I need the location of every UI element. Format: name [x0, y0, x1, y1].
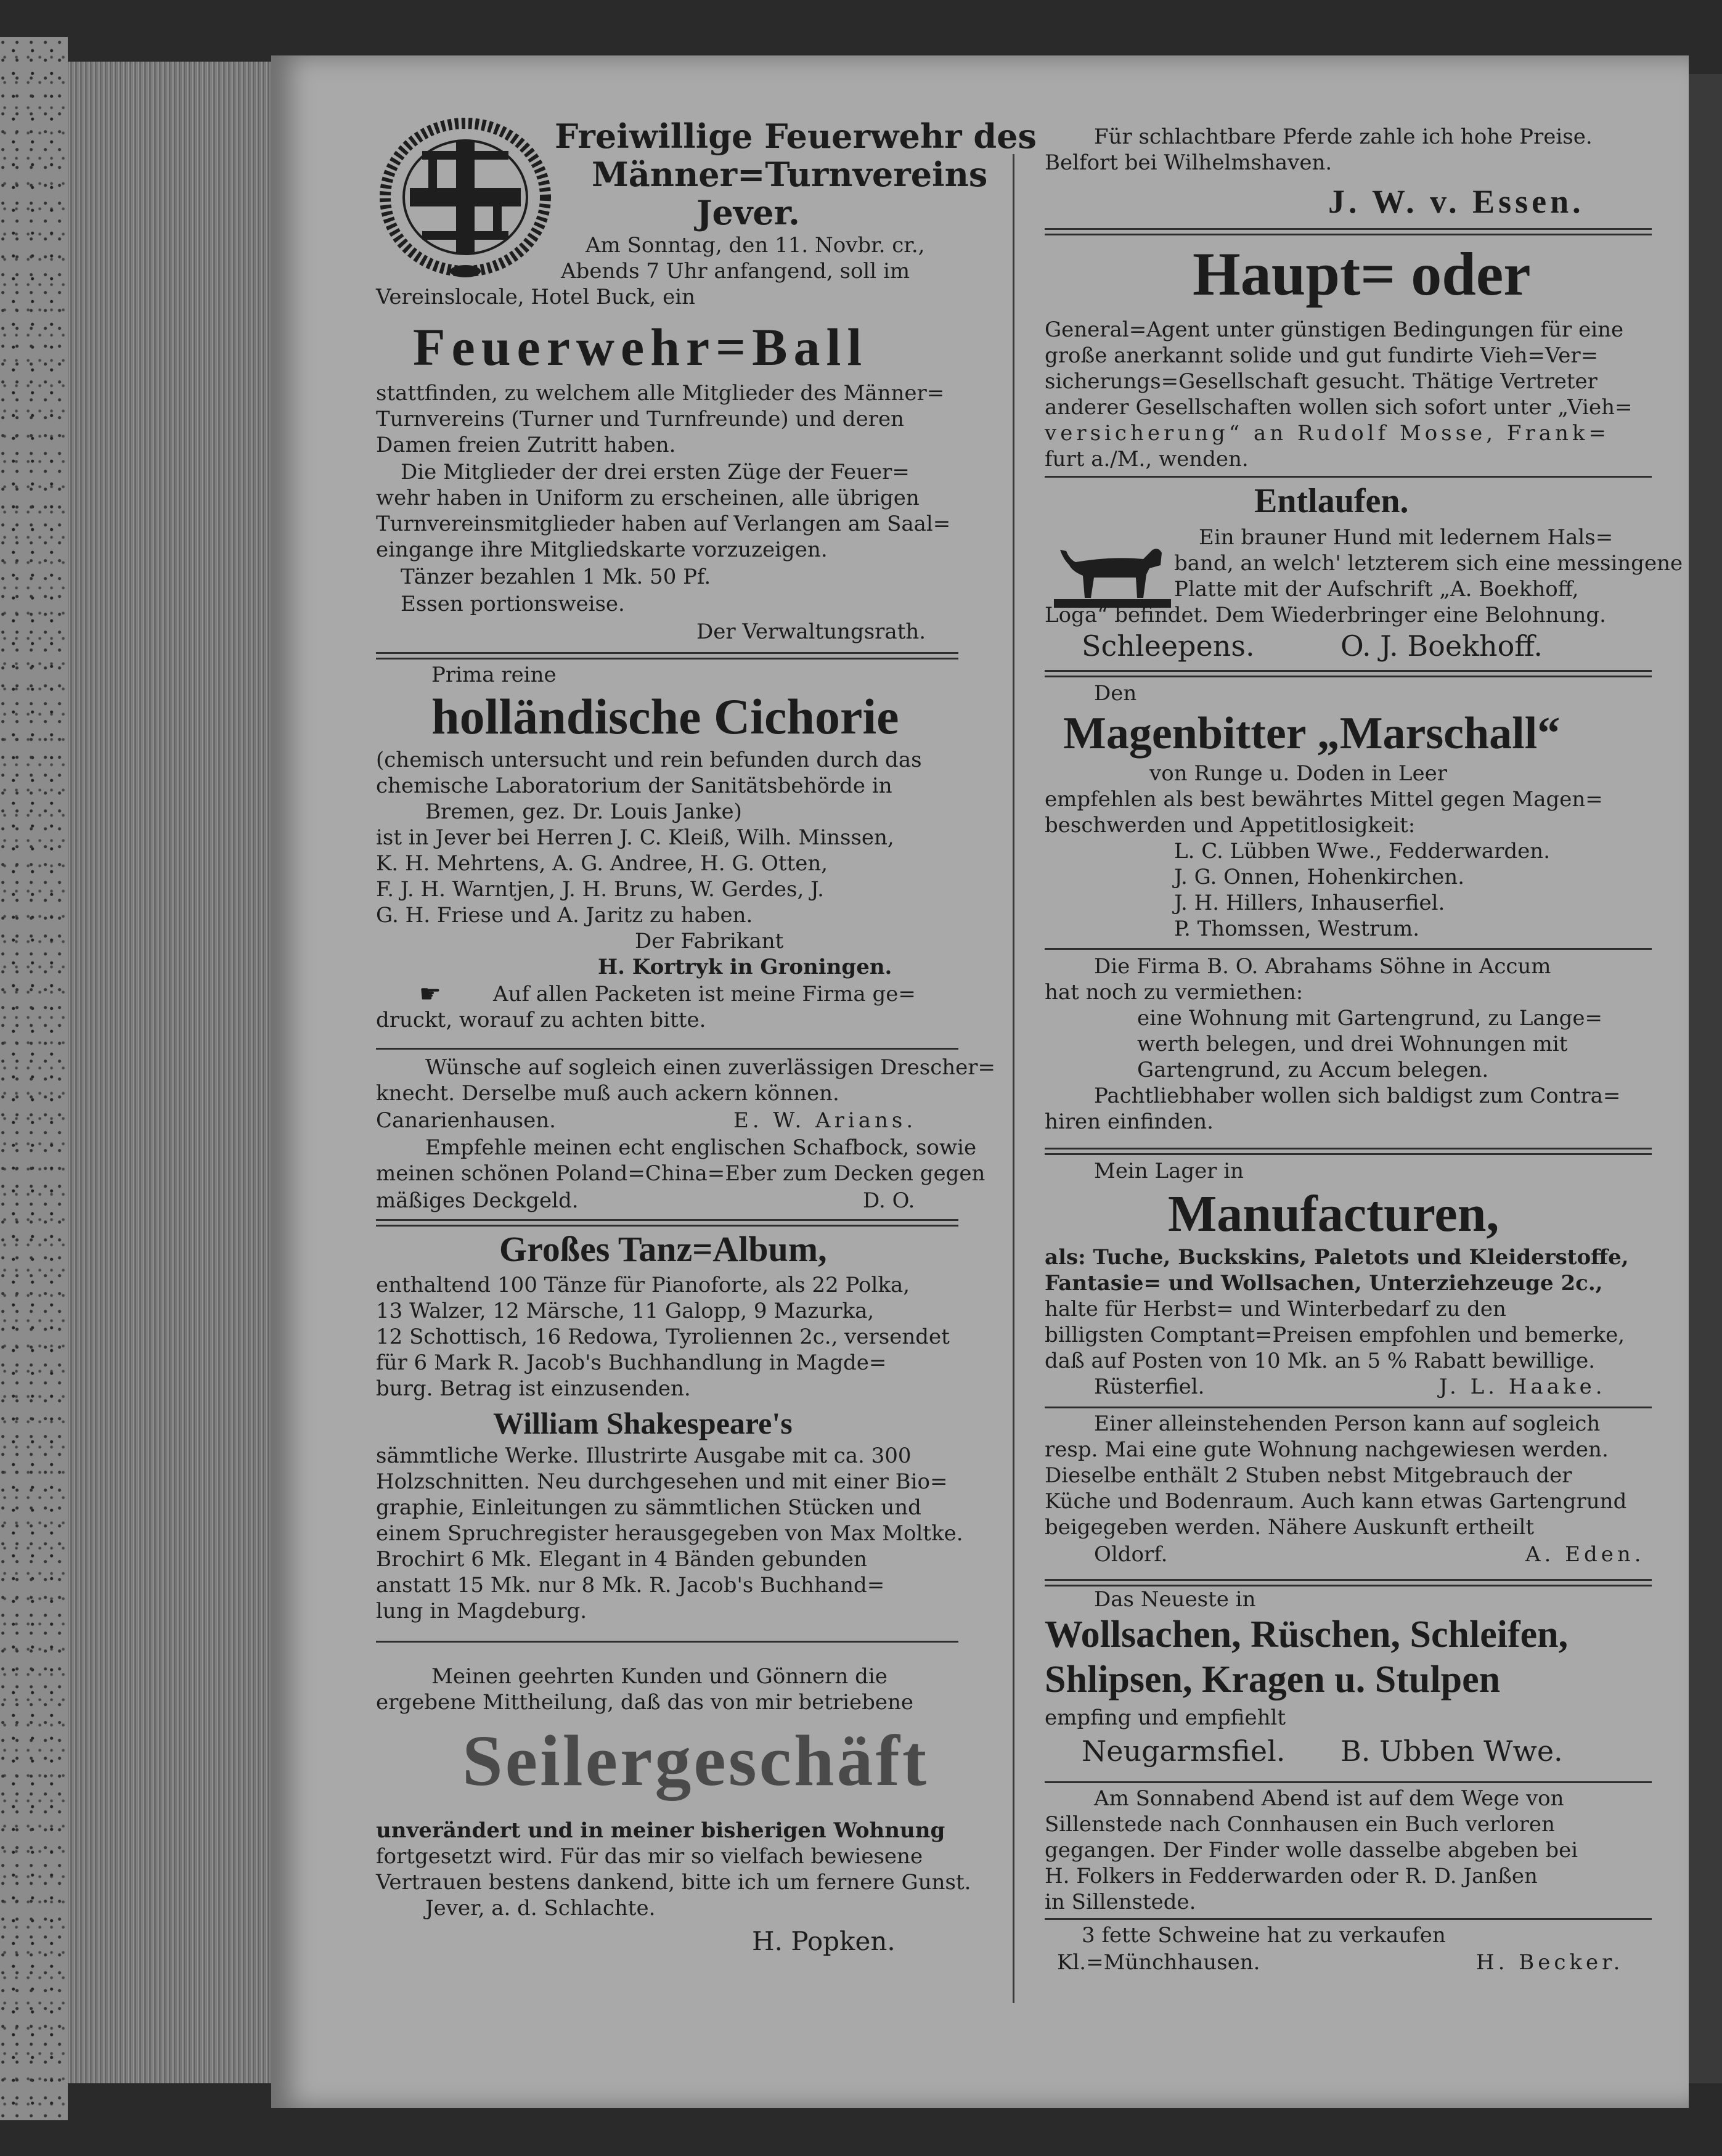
text-line: Loga“ befindet. Dem Wiederbringer eine Belohnung. — [1045, 603, 1606, 627]
text-line: G. H. Friese und A. Jaritz zu haben. — [376, 903, 753, 928]
text-line: P. Thomssen, Westrum. — [1174, 917, 1420, 941]
text-line: Tänzer bezahlen 1 Mk. 50 Pf. — [401, 565, 711, 589]
separator-rule — [376, 652, 958, 659]
text-line: sicherungs=Gesellschaft gesucht. Thätige Vertreter — [1045, 369, 1598, 394]
text-line: Essen portionsweise. — [401, 592, 625, 616]
text-line: Auf allen Packeten ist meine Firma ge= — [493, 982, 916, 1007]
text-line: L. C. Lübben Wwe., Fedderwarden. — [1174, 839, 1551, 864]
ad-pretitle: Das Neueste in — [1094, 1587, 1256, 1612]
separator-rule — [1045, 1918, 1652, 1920]
text-line: eine Wohnung mit Gartengrund, zu Lange= — [1137, 1006, 1602, 1031]
separator-rule — [1045, 228, 1652, 235]
text-line: 3 fette Schweine hat zu verkaufen — [1082, 1923, 1446, 1948]
text-line: enthaltend 100 Tänze für Pianoforte, als 22 Polka, — [376, 1273, 910, 1297]
ad-headline: Großes Tanz=Album, — [499, 1229, 827, 1269]
text-line: wehr haben in Uniform zu erscheinen, alle übrigen — [376, 486, 920, 510]
ad-headline: Manufacturen, — [1168, 1185, 1500, 1243]
ad-place: Oldorf. — [1094, 1542, 1168, 1567]
text-line: Sillenstede nach Connhausen ein Buch verloren — [1045, 1812, 1555, 1837]
title-line-2: Männer=Turnvereins — [592, 155, 988, 194]
text-line: einem Spruchregister herausgegeben von Max Moltke. — [376, 1521, 963, 1546]
ad-headline: Entlaufen. — [1254, 482, 1409, 520]
text-line: Der Fabrikant — [635, 929, 784, 953]
ad-signature: J. L. Haake. — [1439, 1374, 1606, 1399]
text-line: 12 Schottisch, 16 Redowa, Tyroliennen 2c., versendet — [376, 1325, 950, 1349]
text-line: beigegeben werden. Nähere Auskunft ertheilt — [1045, 1515, 1535, 1540]
title-line-1: Freiwillige Feuerwehr des — [555, 116, 1037, 156]
text-line: Am Sonnabend Abend ist auf dem Wege von — [1094, 1786, 1564, 1811]
text-line: Brochirt 6 Mk. Elegant in 4 Bänden gebunden — [376, 1547, 867, 1572]
text-line: Die Firma B. O. Abrahams Söhne in Accum — [1094, 954, 1551, 979]
text-line: gegangen. Der Finder wolle dasselbe abgeben bei — [1045, 1838, 1578, 1863]
ad-signature: D. O. — [863, 1188, 915, 1213]
text-line: burg. Betrag ist einzusenden. — [376, 1376, 691, 1401]
text-line: sämmtliche Werke. Illustrirte Ausgabe mit ca. 300 — [376, 1443, 912, 1468]
text-line: stattfinden, zu welchem alle Mitglieder des Männer= — [376, 381, 945, 406]
text-line: in Sillenstede. — [1045, 1890, 1196, 1914]
dog-icon — [1051, 537, 1174, 611]
text-line: von Runge u. Doden in Leer — [1149, 761, 1447, 786]
text-line: Für schlachtbare Pferde zahle ich hohe Preise. — [1094, 125, 1593, 149]
text-line: ergebene Mittheilung, daß das von mir betriebene — [376, 1690, 914, 1715]
text-line: druckt, worauf zu achten bitte. — [376, 1008, 706, 1032]
text-line: K. H. Mehrtens, A. G. Andree, H. G. Otten, — [376, 851, 828, 876]
text-line: Fantasie= und Wollsachen, Unterziehzeuge 2c., — [1045, 1271, 1603, 1296]
separator-rule — [1045, 670, 1652, 677]
separator-rule — [1045, 1148, 1652, 1155]
ad-signature: A. Eden. — [1525, 1542, 1645, 1567]
separator-rule — [1045, 476, 1652, 478]
ad-headline: holländische Cichorie — [431, 688, 899, 745]
text-line: anstatt 15 Mk. nur 8 Mk. R. Jacob's Buchhand= — [376, 1573, 885, 1598]
ad-pretitle: Prima reine — [431, 663, 557, 687]
text-line: knecht. Derselbe muß auch ackern können. — [376, 1081, 839, 1106]
text-line: Vereinslocale, Hotel Buck, ein — [376, 285, 696, 309]
text-line: billigsten Comptant=Preisen empfohlen und bemerke, — [1045, 1323, 1625, 1347]
text-line: Jever, a. d. Schlachte. — [425, 1896, 656, 1921]
text-line: Holzschnitten. Neu durchgesehen und mit einer Bio= — [376, 1469, 948, 1494]
ad-signature: O. J. Boekhoff. — [1340, 629, 1543, 663]
text-line: Küche und Bodenraum. Auch kann etwas Gartengrund — [1045, 1489, 1627, 1514]
ad-headline: Haupt= oder — [1193, 240, 1531, 308]
text-line: Bremen, gez. Dr. Louis Janke) — [425, 799, 742, 824]
text-line: graphie, Einleitungen zu sämmtlichen Stücken und — [376, 1495, 921, 1520]
title-line-3: Jever. — [696, 193, 800, 232]
text-line: unverändert und in meiner bisherigen Wohnung — [376, 1818, 945, 1843]
newspaper-page — [271, 55, 1689, 2108]
ad-place: Rüsterfiel. — [1094, 1374, 1205, 1399]
ad-signature: Der Verwaltungsrath. — [696, 619, 926, 644]
text-line: General=Agent unter günstigen Bedingungen für eine — [1045, 317, 1624, 342]
separator-rule — [1045, 1579, 1652, 1586]
ad-headline: Feuerwehr=Ball — [413, 317, 868, 377]
text-line: hiren einfinden. — [1045, 1109, 1214, 1134]
ad-signature: H. Becker. — [1476, 1950, 1624, 1975]
text-line: 13 Walzer, 12 Märsche, 11 Galopp, 9 Mazurka, — [376, 1299, 875, 1323]
ad-place: Schleepens. — [1082, 629, 1255, 663]
text-line: Turnvereins (Turner und Turnfreunde) und deren — [376, 407, 904, 431]
book-cover — [0, 37, 68, 2120]
text-line: Meinen geehrten Kunden und Gönnern die — [431, 1664, 888, 1689]
text-line: Pachtliebhaber wollen sich baldigst zum Contra= — [1094, 1084, 1621, 1108]
text-line: ist in Jever bei Herren J. C. Kleiß, Wilh. Minssen, — [376, 825, 894, 850]
text-line: chemische Laboratorium der Sanitätsbehörde in — [376, 774, 892, 798]
text-line: Einer alleinstehenden Person kann auf sogleich — [1094, 1411, 1601, 1436]
text-line: für 6 Mark R. Jacob's Buchhandlung in Magde= — [376, 1350, 887, 1375]
text-line: hat noch zu vermiethen: — [1045, 980, 1304, 1005]
text-line: mäßiges Deckgeld. — [376, 1188, 579, 1213]
text-line: als: Tuche, Buckskins, Paletots und Kleiderstoffe, — [1045, 1245, 1629, 1270]
text-line: meinen schönen Poland=China=Eber zum Decken gegen — [376, 1161, 985, 1186]
text-line: Damen freien Zutritt haben. — [376, 433, 676, 457]
text-line: empfing und empfiehlt — [1045, 1705, 1286, 1730]
text-line: Dieselbe enthält 2 Stuben nebst Mitgebrauch der — [1045, 1463, 1572, 1488]
text-line: empfehlen als best bewährtes Mittel gegen Magen= — [1045, 787, 1603, 812]
text-line: große anerkannt solide und gut fundirte Vieh=Ver= — [1045, 343, 1599, 368]
text-line: furt a./M., wenden. — [1045, 447, 1249, 472]
text-line: F. J. H. Warntjen, J. H. Bruns, W. Gerdes, J. — [376, 877, 824, 902]
ad-signature: E. W. Arians. — [733, 1108, 917, 1133]
text-line: Vertrauen bestens dankend, bitte ich um fernere Gunst. — [376, 1870, 971, 1895]
ad-headline: Shlipsen, Kragen u. Stulpen — [1045, 1659, 1501, 1701]
text-line: fortgesetzt wird. Für das mir so vielfach bewiesene — [376, 1844, 923, 1869]
ad-pretitle: Den — [1094, 681, 1137, 706]
text-line: H. Folkers in Fedderwarden oder R. D. Janßen — [1045, 1864, 1538, 1889]
text-line: Wünsche auf sogleich einen zuverlässigen Drescher= — [425, 1055, 996, 1080]
ad-headline: Seilergeschäft — [462, 1720, 929, 1801]
ad-pretitle: Mein Lager in — [1094, 1159, 1244, 1183]
text-line: Empfehle meinen echt englischen Schafbock, sowie — [425, 1135, 977, 1160]
pointing-hand-icon: ☛ — [419, 980, 441, 1008]
separator-rule — [1045, 948, 1652, 950]
text-line: Ein brauner Hund mit ledernem Hals= — [1199, 525, 1614, 550]
text-line: eingange ihre Mitgliedskarte vorzuzeigen. — [376, 537, 828, 562]
text-line: anderer Gesellschaften wollen sich sofort unter „Vieh= — [1045, 395, 1633, 420]
text-line: versicherung“ an Rudolf Mosse, Frank= — [1045, 421, 1610, 446]
ad-headline: Wollsachen, Rüschen, Schleifen, — [1045, 1614, 1569, 1656]
ad-place: Canarienhausen. — [376, 1108, 556, 1133]
text-line: J. H. Hillers, Inhauserfiel. — [1174, 891, 1445, 915]
ad-place: Kl.=Münchhausen. — [1057, 1950, 1260, 1975]
text-line: Abends 7 Uhr anfangend, soll im — [561, 259, 910, 284]
text-line: werth belegen, und drei Wohnungen mit — [1137, 1032, 1568, 1056]
ad-signature: B. Ubben Wwe. — [1340, 1734, 1563, 1768]
fire-brigade-emblem — [376, 117, 555, 284]
text-line: Am Sonntag, den 11. Novbr. cr., — [586, 233, 925, 258]
text-line: J. G. Onnen, Hohenkirchen. — [1174, 865, 1465, 889]
text-line: band, an welch' letzterem sich eine messingene — [1174, 551, 1683, 576]
text-line: Gartengrund, zu Accum belegen. — [1137, 1058, 1489, 1082]
next-page-edge — [1689, 74, 1722, 2083]
separator-rule — [376, 1219, 958, 1227]
column-divider — [1013, 154, 1014, 2003]
separator-rule — [1045, 1407, 1652, 1408]
ad-headline: William Shakespeare's — [493, 1406, 793, 1440]
ad-signature: J. W. v. Essen. — [1328, 183, 1585, 220]
ad-signature: H. Popken. — [752, 1926, 896, 1956]
text-line: daß auf Posten von 10 Mk. an 5 % Rabatt bewillige. — [1045, 1349, 1596, 1373]
page-edges — [68, 62, 277, 2083]
text-line: Platte mit der Aufschrift „A. Boekhoff, — [1174, 577, 1579, 602]
text-line: (chemisch untersucht und rein befunden durch das — [376, 748, 922, 772]
text-line: beschwerden und Appetitlosigkeit: — [1045, 813, 1416, 838]
text-line: Belfort bei Wilhelmshaven. — [1045, 150, 1332, 175]
text-line: H. Kortryk in Groningen. — [598, 955, 892, 979]
ad-headline: Magenbitter „Marschall“ — [1063, 708, 1561, 759]
text-line: Turnvereinsmitglieder haben auf Verlangen am Saal= — [376, 512, 951, 536]
separator-rule — [376, 1048, 958, 1050]
text-line: resp. Mai eine gute Wohnung nachgewiesen werden. — [1045, 1437, 1609, 1462]
text-line: halte für Herbst= und Winterbedarf zu den — [1045, 1297, 1506, 1321]
text-line: Die Mitglieder der drei ersten Züge der Feuer= — [401, 460, 910, 484]
text-line: lung in Magdeburg. — [376, 1599, 587, 1623]
separator-rule — [1045, 1781, 1652, 1783]
ad-place: Neugarmsfiel. — [1082, 1734, 1286, 1768]
separator-rule — [376, 1641, 958, 1643]
